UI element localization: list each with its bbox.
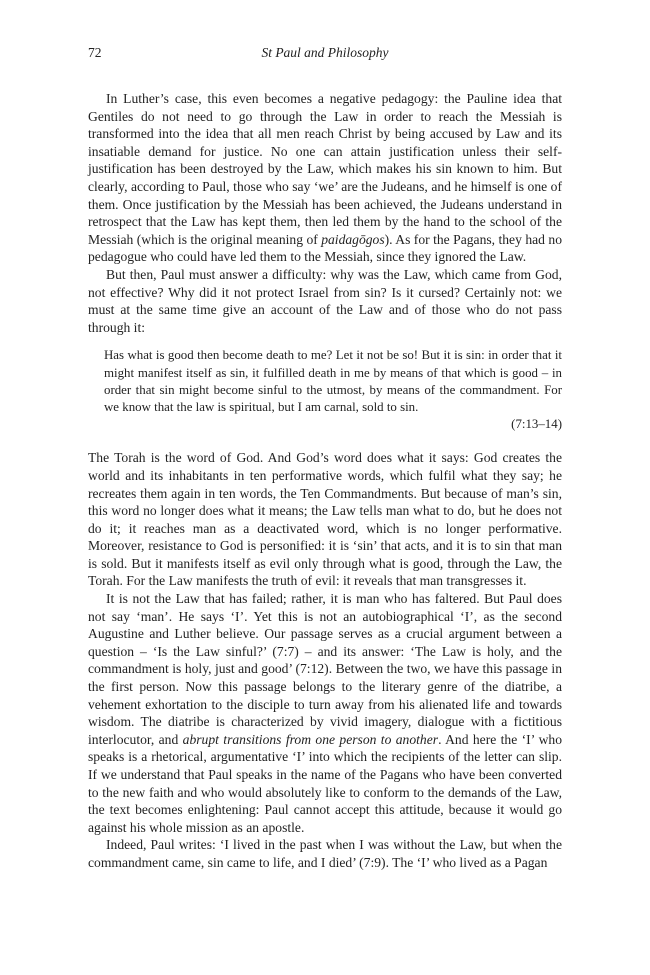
paragraph-text: In Luther’s case, this even becomes a negative pedagogy: the Pauline idea that Gentiles do not need to go through the Law in order to reach the Messiah is transformed into the idea that all men reach Christ by being accused by Law and its insatiable demand for justice. No one can attain justification unless their self-justification has been destroyed by the Law, which makes his sin known to him. But clearly, according to Paul, those who say ‘we’ are the Judeans, and he himself is one of them. Once justification by the Messiah has been achieved, the Judeans understand in retrospect that the Law has kept them, then led them by the hand to the school of the Messiah (which is the original meaning of xyxy=(88,91,562,247)
paragraph-luther xyxy=(88,90,562,266)
emphasis-abrupt-transitions: abrupt transitions from one person to another xyxy=(182,731,439,747)
paragraph-difficulty: But then, Paul must answer a difficulty: why was the Law, which came from God, not effective? Why did it not protect Israel from sin? Is it cursed? Certainly not: we must at the same time give an account of the Law and of those who do not pass through it: xyxy=(88,266,562,335)
paragraph-text: . And here the ‘I’ who speaks is a rhetorical, argumentative ‘I’ into which the recipients of the letter can slip. If we understand that Paul speaks in the name of the Pagans who have been converted to the new faith and who would absolutely like to conform to the demands of the Law, the text becomes enlightening: Paul cannot accept this attitude, because it would go against his whole mission as an apostle. xyxy=(88,731,563,835)
paragraph-indeed: Indeed, Paul writes: ‘I lived in the past when I was without the Law, but when the commandment came, sin came to life, and I died’ (7:9). The ‘I’ who lived as a Pagan xyxy=(88,837,562,870)
emphasis-paidagogos: paidagōgos xyxy=(321,231,385,247)
page-header xyxy=(88,45,562,65)
block-quotation xyxy=(104,347,562,433)
running-title: St Paul and Philosophy xyxy=(261,45,389,60)
paragraph-torah: The Torah is the word of God. And God’s word does what it says: God creates the world and its inhabitants in ten performative words, which fulfil what they say; he recreates them again in ten words, the Ten Commandments. But because of man’s sin, this word no longer does what it means; the Law tells man what to do, but he does not do it; it reaches man as a deactivated word, which is no longer performative. Moreover, resistance to God is personified: it is ‘sin’ that acts, and it is to sin that man is sold. But it manifests itself as evil only through what is good, through the Law, the Torah. For the Law manifests the truth of evil: it reveals that man transgresses it. xyxy=(88,450,562,589)
quotation-text: Has what is good then become death to me? Let it not be so! But it is sin: in order that it might manifest itself as sin, it fulfilled death in me by means of that which is good – in order that sin might become sinful to the utmost, by means of the commandment. For we know that the law is spiritual, but I am carnal, sold to sin. xyxy=(104,348,562,414)
paragraph-text: It is not the Law that has failed; rather, it is man who has faltered. But Paul does not say ‘man’. He says ‘I’. Yet this is not an autobiographical ‘I’, as the second Augustine and Luther believe. Our passage serves as a crucial argument between a question – ‘Is the Law sinful?’ (7:7) – and its answer: ‘The Law is holy, and the commandment is holy, just and good’ (7:12). Between the two, we have this passage in the first person. Now this passage belongs to the literary genre of the diatribe, a vehement exhortation to the disciple to turn away from his alienated life and towards wisdom. The diatribe is characterized by vivid imagery, dialogue with a fictitious interlocutor, and xyxy=(88,591,562,747)
page-number: 72 xyxy=(88,45,102,60)
paragraph-diatribe xyxy=(88,590,562,836)
quotation-citation: (7:13–14) xyxy=(511,417,562,432)
paragraph-text: ). As for the Pagans, they had no pedagogue who could have led them to the Messiah, since they ignored the Law. xyxy=(88,231,562,265)
body-text xyxy=(88,90,562,872)
